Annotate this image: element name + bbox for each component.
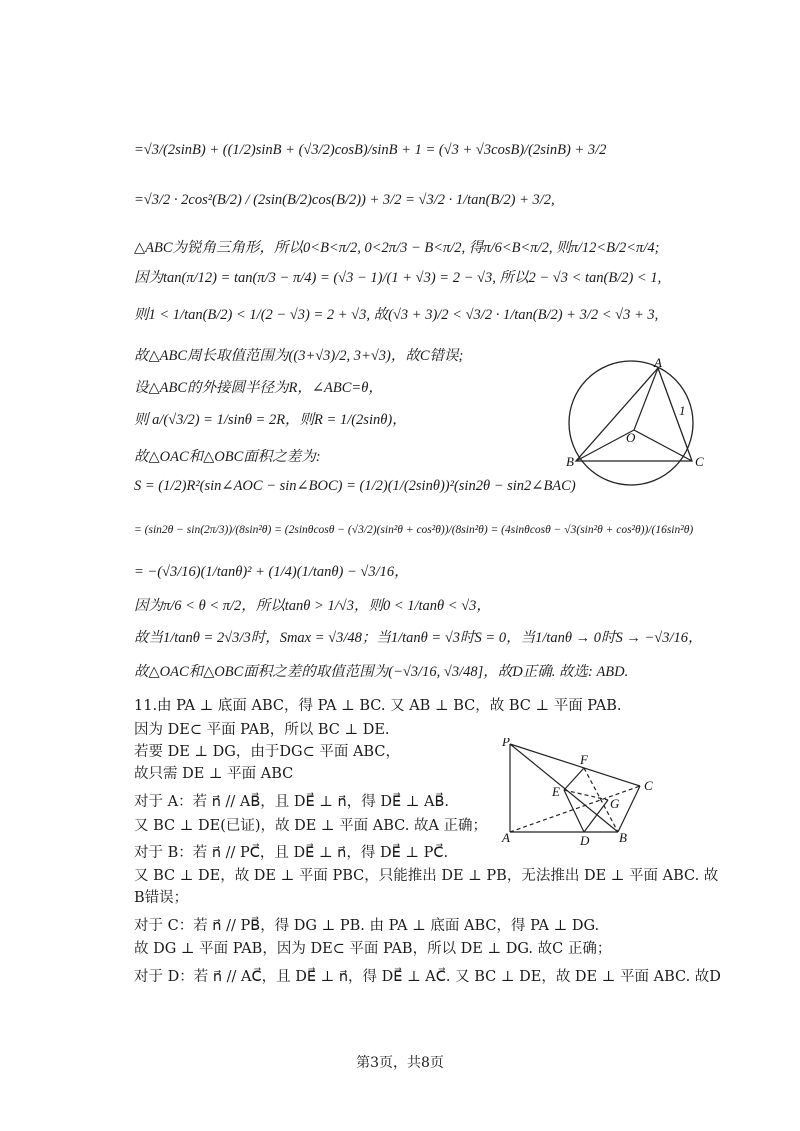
pyramid-figure: [500, 738, 670, 848]
label-c: C: [644, 778, 653, 793]
edge-ac: [510, 786, 640, 832]
circumcircle: [569, 361, 693, 485]
label-b: B: [566, 454, 574, 469]
page-footer: 第3页，共8页: [356, 1055, 444, 1071]
text-line: 又 BC ⊥ DE(已证)，故 DE ⊥ 平面 ABC. 故A 正确；: [134, 818, 488, 834]
text-line: 故△ABC周长取值范围为((3+√3)/2, 3+√3)，故C错误;: [134, 348, 464, 364]
text-line: 则 a/(√3/2) = 1/sinθ = 2R，则R = 1/(2sinθ)，: [134, 412, 407, 428]
text-line: 若要 DE ⊥ DG，由于DG⊂ 平面 ABC，: [134, 744, 400, 760]
text-line: 则1 < 1/tan(B/2) < 1/(2 − √3) = 2 + √3, 故(√3 + 3)/2 < √3/2 · 1/tan(B/2) + 3/2 < √3 + 3,: [134, 307, 659, 323]
segment-oc: [634, 430, 692, 461]
text-line: =√3/(2sinB) + ((1/2)sinB + (√3/2)cosB)/sinB + 1 = (√3 + √3cosB)/(2sinB) + 3/2: [134, 142, 607, 158]
edge-pb: [510, 744, 618, 832]
edge-pc: [510, 744, 640, 786]
text-line: = (sin2θ − sin(2π/3))/(8sin²θ) = (2sinθcosθ − (√3/2)(sin²θ + cos²θ))/(8sin²θ) = (4sinθcosθ − √3(sin²θ + cos²θ))/(16sin²θ): [134, 524, 694, 536]
label-f: F: [580, 752, 588, 767]
label-c: C: [695, 454, 704, 469]
text-line: 故△OAC和△OBC面积之差为:: [134, 449, 321, 465]
segment-eg: [564, 790, 608, 800]
segment-oa: [634, 368, 658, 430]
circumcircle-figure: [566, 358, 716, 488]
text-line: 对于 A：若 n⃗ // AB⃗，且 DE⃗ ⊥ n⃗，得 DE⃗ ⊥ AB⃗.: [134, 794, 450, 810]
label-side: 1: [679, 403, 686, 418]
text-line: 故当1/tanθ = 2√3/3时，Smax = √3/48；当1/tanθ = √3时S = 0，当1/tanθ → 0时S → −√3/16，: [134, 630, 703, 646]
text-line: 11.由 PA ⊥ 底面 ABC，得 PA ⊥ BC. 又 AB ⊥ BC，故 BC ⊥ 平面 PAB.: [134, 698, 622, 714]
label-g: G: [610, 796, 620, 811]
text-line: = −(√3/16)(1/tanθ)² + (1/4)(1/tanθ) − √3/16，: [134, 564, 409, 580]
segment-dg: [584, 800, 608, 832]
edge-bc: [618, 786, 640, 832]
text-line: 故 DG ⊥ 平面 PAB，因为 DE⊂ 平面 PAB，所以 DE ⊥ DG. 故C 正确；: [134, 941, 612, 957]
text-line: B错误；: [134, 890, 189, 906]
text-line: △ABC为锐角三角形，所以0<B<π/2, 0<2π/3 − B<π/2, 得π/6<B<π/2, 则π/12<B/2<π/4;: [134, 240, 660, 256]
text-line: 对于 B：若 n⃗ // PC⃗，且 DE⃗ ⊥ n⃗，得 DE⃗ ⊥ PC⃗.: [134, 845, 449, 861]
segment-ef: [564, 768, 584, 790]
text-line: =√3/2 · 2cos²(B/2) / (2sin(B/2)cos(B/2)) + 3/2 = √3/2 · 1/tan(B/2) + 3/2,: [134, 192, 555, 208]
label-o: O: [626, 430, 636, 445]
text-line: 设△ABC的外接圆半径为R，∠ABC=θ，: [134, 380, 383, 396]
text-line: 因为π/6 < θ < π/2，所以tanθ > 1/√3，则0 < 1/tanθ < √3，: [134, 598, 491, 614]
label-a: A: [502, 830, 510, 845]
label-e: E: [552, 784, 560, 799]
text-line: 又 BC ⊥ DE，故 DE ⊥ 平面 PBC，只能推出 DE ⊥ PB，无法推出 DE ⊥ 平面 ABC. 故: [134, 868, 719, 884]
triangle-abc: [576, 368, 692, 461]
text-line: 对于 C：若 n⃗ // PB⃗，得 DG ⊥ PB. 由 PA ⊥ 底面 ABC，得 PA ⊥ DG.: [134, 918, 600, 934]
text-line: 故只需 DE ⊥ 平面 ABC: [134, 766, 294, 782]
label-d: D: [580, 833, 590, 848]
label-p: P: [502, 738, 510, 749]
text-line: 因为tan(π/12) = tan(π/3 − π/4) = (√3 − 1)/(1 + √3) = 2 − √3, 所以2 − √3 < tan(B/2) < 1,: [134, 270, 662, 286]
text-line: 故△OAC和△OBC面积之差的取值范围为(−√3/16, √3/48]，故D正确. 故选: ABD.: [134, 664, 629, 680]
label-b: B: [619, 830, 627, 845]
text-line: 对于 D：若 n⃗ // AC⃗，且 DE⃗ ⊥ n⃗，得 DE⃗ ⊥ AC⃗. 又 BC ⊥ DE，故 DE ⊥ 平面 ABC. 故D: [134, 969, 721, 985]
text-line: 因为 DE⊂ 平面 PAB，所以 BC ⊥ DE.: [134, 722, 390, 738]
label-a: A: [654, 358, 662, 370]
text-line: S = (1/2)R²(sin∠AOC − sin∠BOC) = (1/2)(1/(2sinθ))²(sin2θ − sin2∠BAC): [134, 478, 576, 494]
